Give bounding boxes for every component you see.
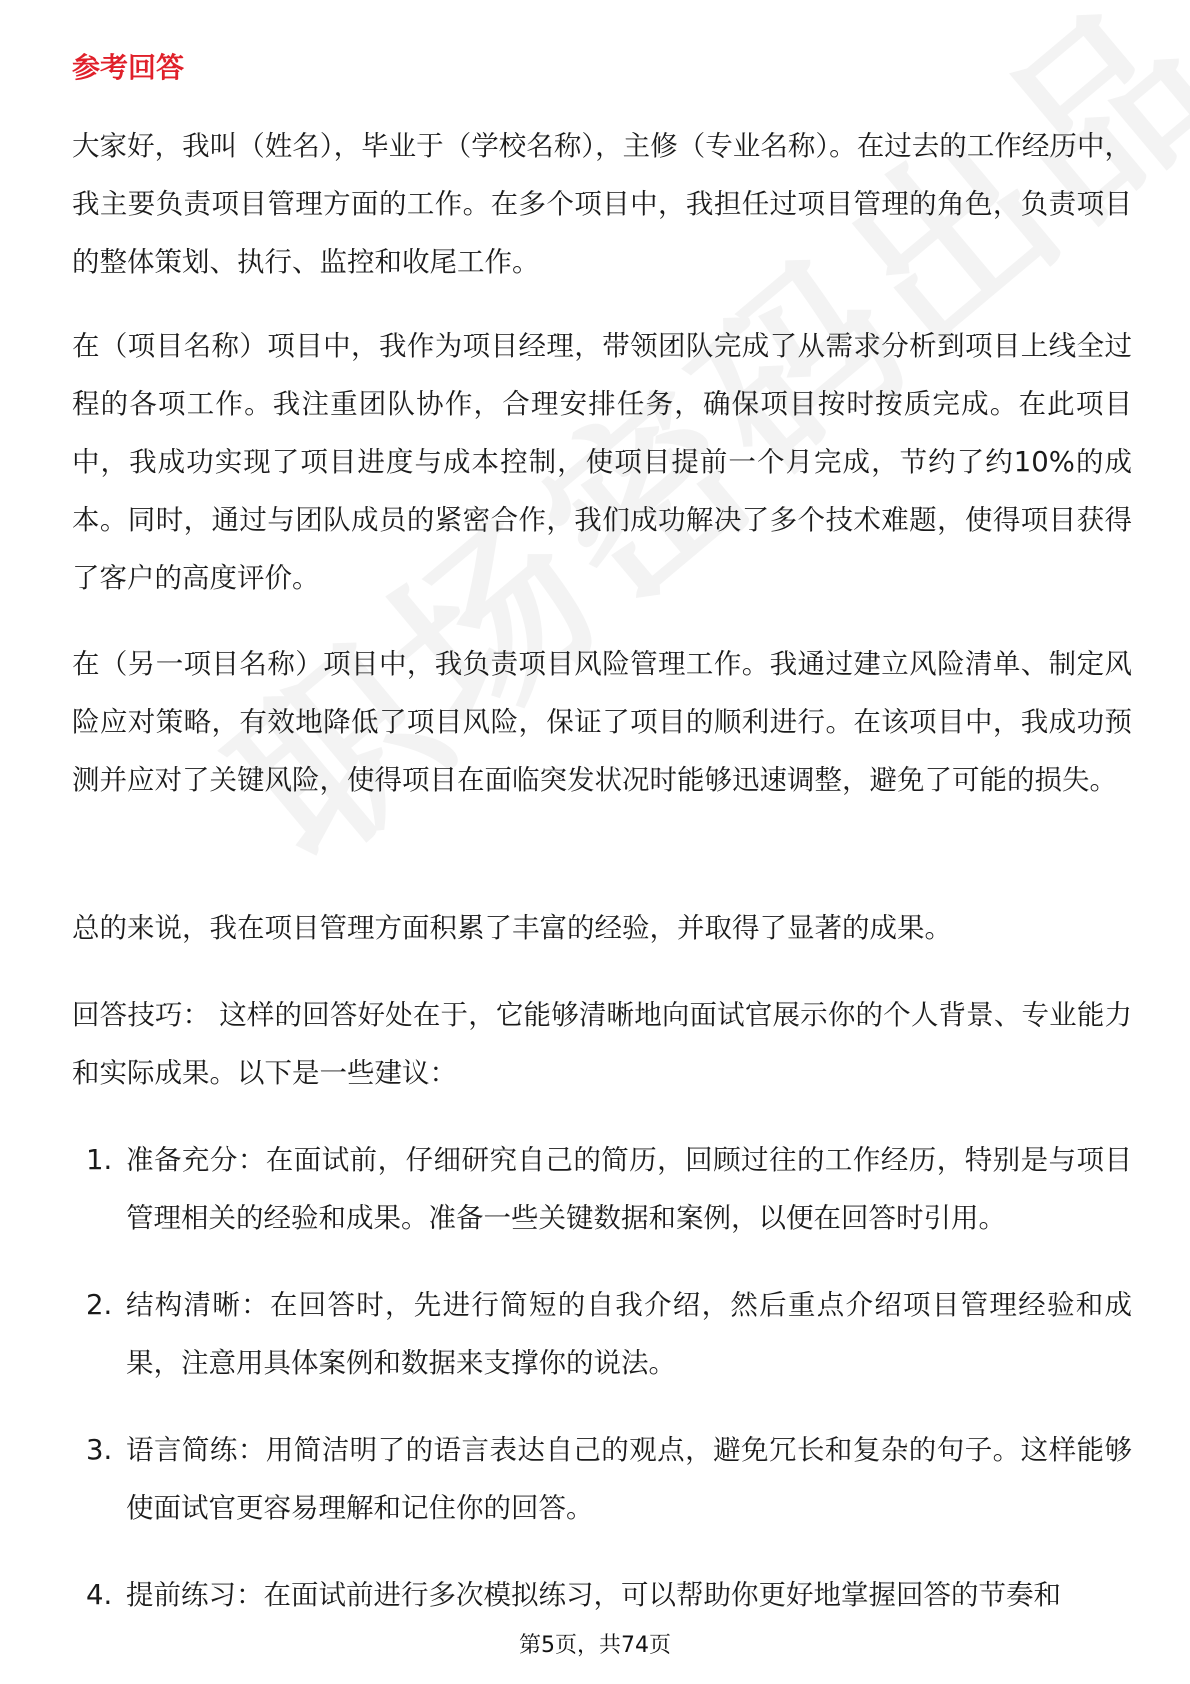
list-item (72, 1421, 1132, 1537)
page-number-footer: 第5页，共74页 (519, 1633, 671, 1658)
list-item-text: 结构清晰：在回答时，先进行简短的自我介绍，然后重点介绍项目管理经验和成果，注意用具体案例和数据来支撑你的说法。 (126, 1289, 1132, 1379)
list-item (72, 1131, 1132, 1247)
list-item-text: 语言简练：用简洁明了的语言表达自己的观点，避免冗长和复杂的句子。这样能够使面试官更容易理解和记住你的回答。 (126, 1434, 1132, 1524)
list-item (72, 1566, 1132, 1624)
list-item-text: 提前练习：在面试前进行多次模拟练习，可以帮助你更好地掌握回答的节奏和 (126, 1579, 1061, 1611)
answer-paragraph-summary: 总的来说，我在项目管理方面积累了丰富的经验，并取得了显著的成果。 (72, 912, 952, 944)
answer-paragraph-intro: 大家好，我叫（姓名），毕业于（学校名称），主修（专业名称）。在过去的工作经历中，我主要负责项目管理方面的工作。在多个项目中，我担任过项目管理的角色，负责项目的整体策划、执行、监控和收尾工作。 (72, 130, 1132, 278)
list-item (72, 1276, 1132, 1392)
list-item-number: 3. (86, 1434, 113, 1466)
answer-tips-intro: 回答技巧： 这样的回答好处在于，它能够清晰地向面试官展示你的个人背景、专业能力和实际成果。以下是一些建议： (72, 999, 1132, 1089)
answer-paragraph-project-two: 在（另一项目名称）项目中，我负责项目风险管理工作。我通过建立风险清单、制定风险应对策略，有效地降低了项目风险，保证了项目的顺利进行。在该项目中，我成功预测并应对了关键风险，使得项目在面临突发状况时能够迅速调整，避免了可能的损失。 (72, 648, 1132, 796)
section-heading: 参考回答 (72, 51, 185, 84)
list-item-number: 2. (86, 1289, 113, 1321)
answer-paragraph-project-one: 在（项目名称）项目中，我作为项目经理，带领团队完成了从需求分析到项目上线全过程的各项工作。我注重团队协作，合理安排任务，确保项目按时按质完成。在此项目中，我成功实现了项目进度与成本控制，使项目提前一个月完成，节约了约10%的成本。同时，通过与团队成员的紧密合作，我们成功解决了多个技术难题，使得项目获得了客户的高度评价。 (72, 330, 1132, 594)
list-item-number: 1. (86, 1144, 113, 1176)
list-item-text: 准备充分：在面试前，仔细研究自己的简历，回顾过往的工作经历，特别是与项目管理相关的经验和成果。准备一些关键数据和案例，以便在回答时引用。 (126, 1144, 1132, 1234)
list-item-number: 4. (86, 1579, 113, 1611)
